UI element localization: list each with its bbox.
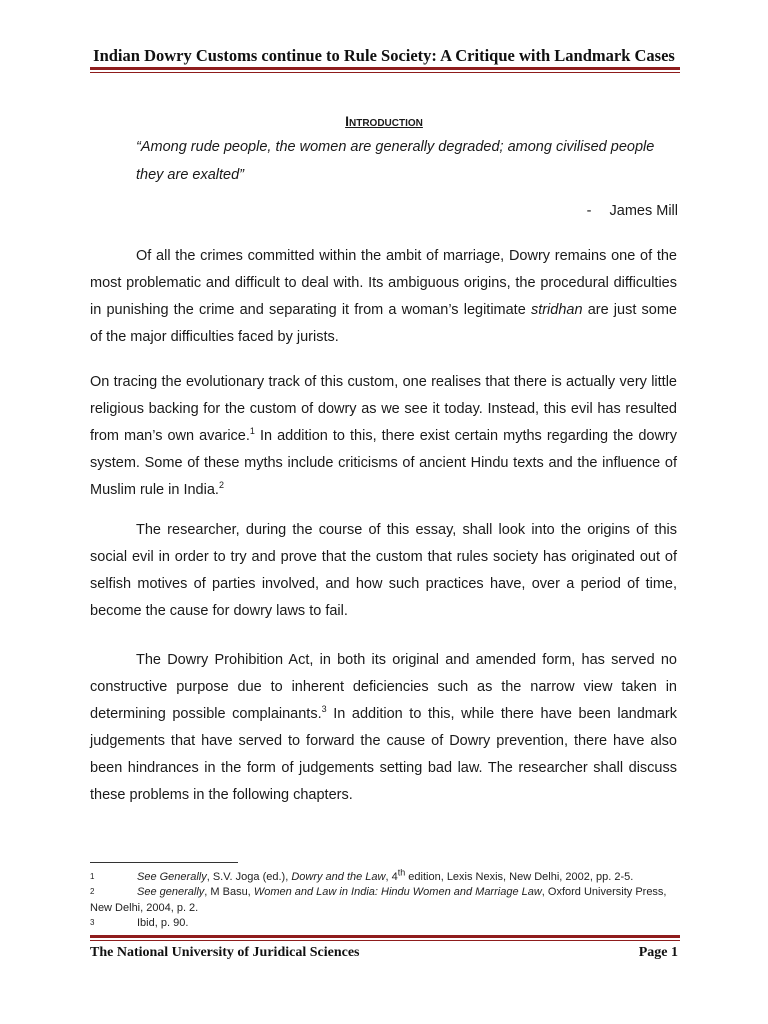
attribution-dash: - [586, 203, 592, 219]
paragraph-2-text-b: In addition to this, there exist certain myths regarding the dowry system. Some of these myths include criticisms of ancient Hindu texts and the influence of Muslim rule in India. [90, 428, 677, 498]
footer-page-number: Page 1 [638, 945, 678, 960]
footnote-1-italic-a: See Generally [137, 871, 207, 883]
paragraph-2-text-a: On tracing the evolutionary track of this custom, one realises that there is actually very little religious backing for the custom of dowry as we see it today. Instead, this evil has resulted from man’s own avarice. [90, 374, 677, 444]
epigraph-quote: “Among rude people, the women are generally degraded; among civilised people they are exalted” [136, 139, 655, 183]
paragraph-4-text-b: In addition to this, while there have been landmark judgements that have served to forward the cause of Dowry prevention, there have also been hindrances in the form of judgements setting bad law. The researcher shall discuss these problems in the following chapters. [90, 706, 677, 803]
header-rule-thin [90, 72, 680, 73]
header-rule-thick [90, 67, 680, 70]
footnote-separator [90, 862, 238, 863]
paragraph-1-italic: stridhan [530, 302, 583, 318]
epigraph-attribution [587, 203, 678, 219]
footnote-1-text-c: edition, Lexis Nexis, New Delhi, 2002, pp. 2-5. [405, 871, 634, 883]
footnote-3-text: Ibid, p. 90. [137, 917, 189, 929]
footnote-2-text-b: , Oxford University Press, New Delhi, 2004, p. 2. [90, 886, 667, 914]
paragraph-3: The researcher, during the course of this essay, shall look into the origins of this social evil in order to try and prove that the custom that rules society has originated out of selfish motives of parties involved, and how such practices have, over a period of time, become the cause for dowry laws to fail. [90, 522, 677, 619]
footnote-number: 3 [90, 918, 95, 927]
attribution-author: James Mill [609, 203, 678, 219]
footnote-1-text-b: , 4 [385, 871, 398, 883]
footnote-ref-3[interactable]: 3 [321, 704, 327, 715]
paragraph-1-text-b: are just some of the major difficulties faced by jurists. [90, 302, 677, 345]
footnote-number: 2 [90, 887, 95, 896]
paragraph-4 [90, 647, 677, 809]
footer-rule-thick [90, 935, 680, 938]
paragraph-1 [90, 243, 677, 351]
footnote-2 [90, 884, 680, 916]
footnote-2-italic-a: See generally [137, 886, 205, 898]
footnote-1-italic-b: Dowry and the Law [291, 871, 386, 883]
footnote-2-italic-b: Women and Law in India: Hindu Women and Marriage Law [253, 886, 542, 898]
footnote-ref-1[interactable]: 1 [249, 426, 255, 437]
footnote-1-text-a: , S.V. Joga (ed.), [206, 871, 292, 883]
footnote-1-sup: th [397, 867, 406, 878]
section-heading: Introduction [345, 113, 423, 129]
paragraph-1-text-a: Of all the crimes committed within the ambit of marriage, Dowry remains one of the most problematic and difficult to deal with. Its ambiguous origins, the procedural difficulties in punishing the crime and separating it from a woman’s legitimate [90, 248, 677, 318]
paragraph-2 [90, 369, 677, 504]
footnote-number: 1 [90, 872, 95, 881]
footnote-2-text-a: , M Basu, [204, 886, 254, 898]
running-header-title: Indian Dowry Customs continue to Rule Society: A Critique with Landmark Cases [93, 46, 675, 65]
footnote-ref-2[interactable]: 2 [218, 480, 224, 491]
footnote-1 [90, 869, 680, 885]
footer-institution: The National University of Juridical Sciences [90, 945, 360, 960]
footnote-3 [90, 915, 680, 931]
paragraph-4-text-a: The Dowry Prohibition Act, in both its original and amended form, has served no constructive purpose due to inherent deficiencies such as the narrow view taken in determining possible complainants. [90, 652, 677, 722]
footer-rule-thin [90, 940, 680, 941]
